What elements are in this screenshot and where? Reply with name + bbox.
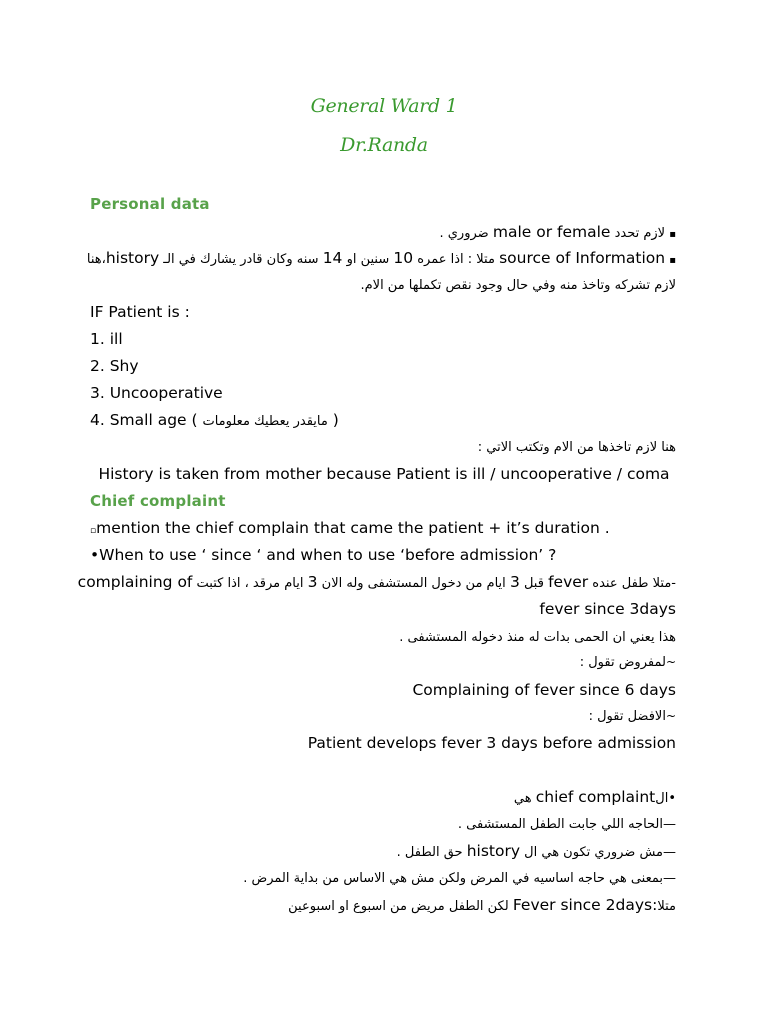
fever-since-line: fever since 3days (539, 600, 676, 618)
square-bullet-icon: ▫ (90, 526, 97, 536)
list-item-small-age: 4. Small age ( مايقدر يعطيك معلومات ) (90, 411, 339, 429)
dot-bullet-icon: • (668, 791, 676, 806)
list-item: 1. ill (90, 330, 123, 348)
dash-icon: — (663, 871, 676, 886)
example-line: -متلا طفل عنده fever قبل 3 ايام من دخول المستشفى وله الان 3 ايام مرقد ، اذا كتبت complaining of (77, 573, 676, 591)
section-heading-personal-data: Personal data (90, 195, 210, 213)
chief-complaint-definition: •الchief complaint هي (513, 788, 676, 806)
tilde-icon: ~ (665, 709, 676, 723)
definition-item: —الحاجه اللي جابت الطفل المستشفى . (457, 817, 676, 832)
dash-icon: — (663, 845, 676, 860)
document-subtitle: Dr.Randa (340, 134, 428, 156)
should-say-line: ~لمفروض تقول : (579, 655, 676, 670)
section-heading-chief-complaint: Chief complaint (90, 492, 226, 510)
definition-item: —مش ضروري تكون هي ال history حق الطفل . (396, 842, 676, 860)
instruction-line: هنا لازم تاخذها من الام وتكتب الاتي : (477, 440, 676, 455)
document-title: General Ward 1 (310, 95, 458, 117)
dash-icon: — (663, 817, 676, 832)
example-two-line: متلا:Fever since 2days لكن الطفل مريض من اسبوع او اسبوعين (288, 896, 676, 914)
tilde-icon: ~ (665, 655, 676, 669)
mention-line: ▫mention the chief complain that came the patient + it’s duration . (90, 519, 610, 537)
list-item: 3. Uncooperative (90, 384, 223, 402)
bullet-source-of-information: ▪ source of Information متلا : اذا عمره 10 سنين او 14 سنه وكان قادر يشارك في الـ history،هنا (86, 249, 676, 267)
square-bullet-icon: ▪ (669, 229, 676, 240)
history-example-line: History is taken from mother because Patient is ill / uncooperative / coma (98, 465, 670, 483)
dot-bullet-icon: • (90, 546, 100, 564)
complaining-example-line: Complaining of fever since 6 days (412, 681, 676, 699)
when-to-use-line: •When to use ‘ since ‘ and when to use ‘before admission’ ? (90, 546, 557, 564)
definition-item: —بمعنى هي حاجه اساسيه في المرض ولكن مش هي الاساس من بداية المرض . (243, 871, 676, 886)
develops-example-line: Patient develops fever 3 days before admission (307, 734, 676, 752)
bullet-gender: ▪ لازم تحدد male or female ضروري . (439, 223, 676, 241)
list-item: 2. Shy (90, 357, 139, 375)
if-patient-line: IF Patient is : (90, 303, 190, 321)
square-bullet-icon: ▪ (669, 255, 676, 266)
meaning-line: هذا يعني ان الحمى بدات له منذ دخوله المستشفى . (399, 630, 676, 645)
bullet-source-continuation: لازم تشركه وتاخذ منه وفي حال وجود نقص تكملها من الام. (360, 278, 676, 293)
better-say-line: ~الافضل تقول : (588, 709, 676, 724)
